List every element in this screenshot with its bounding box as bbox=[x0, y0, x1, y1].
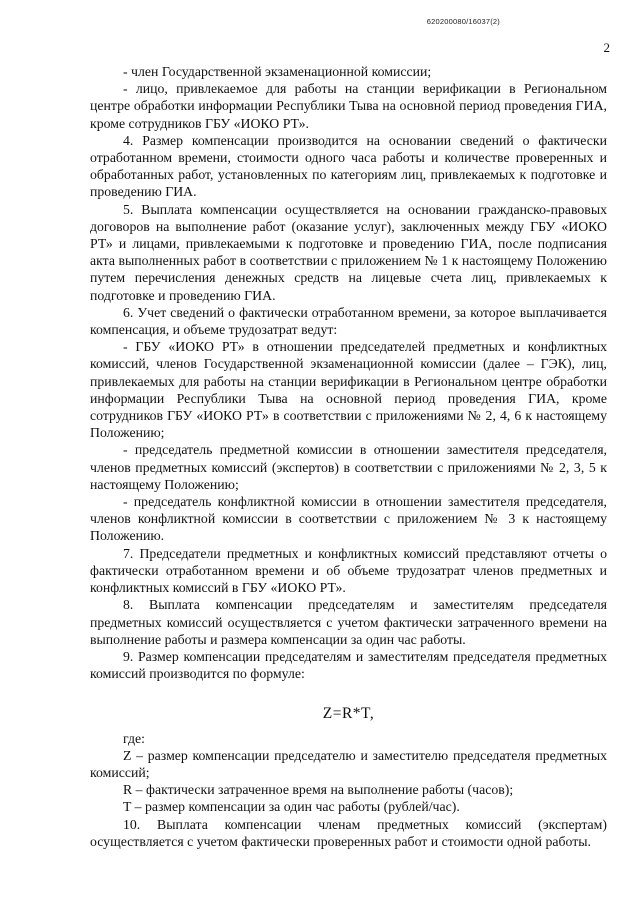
paragraph: - председатель предметной комиссии в отношении заместителя председателя, членов предметных комиссий (экспертов) в соответствии с приложениями № 2, 3, 5 к настоящему Положению; bbox=[90, 442, 607, 492]
formula: Z=R*T, bbox=[322, 705, 375, 723]
document-body bbox=[90, 63, 607, 850]
paragraph: 9. Размер компенсации председателям и заместителям председателя предметных комиссий производится по формуле: bbox=[90, 648, 607, 682]
paragraph: 8. Выплата компенсации председателям и заместителям председателя предметных комиссий осуществляется с учетом фактически затраченного времени на выполнение работы и размера компенсации за один час работы. bbox=[90, 597, 607, 647]
paragraph: Z – размер компенсации председателю и заместителю председателя предметных комиссий; bbox=[90, 747, 607, 780]
paragraph: - ГБУ «ИОКО РТ» в отношении председателей предметных и конфликтных комиссий, членов Государственной экзаменационной комиссии (далее – ГЭК), лиц, привлекаемых для работы на станции верификации в Региональном центре обработки информации Республики Тыва на основной период проведения ГИА, кроме сотрудников ГБУ «ИОКО РТ» в соответствии с приложениями № 2, 4, 6 к настоящему Положению; bbox=[90, 339, 607, 441]
paragraph: 10. Выплата компенсации членам предметных комиссий (экспертам) осуществляется с учетом фактически проверенных работ и стоимости одной работы. bbox=[90, 816, 607, 849]
paragraph: 7. Председатели предметных и конфликтных комиссий представляют отчеты о фактически отработанном времени и об объеме трудозатрат членов предметных и конфликтных комиссий в ГБУ «ИОКО РТ». bbox=[90, 545, 607, 596]
paragraph: - лицо, привлекаемое для работы на станции верификации в Региональном центре обработки информации Республики Тыва на основной период проведения ГИА, кроме сотрудников ГБУ «ИОКО РТ». bbox=[90, 81, 607, 131]
paragraph: 6. Учет сведений о фактически отработанном времени, за которое выплачивается компенсация, и объеме трудозатрат ведут: bbox=[90, 304, 607, 338]
formula-where: где: bbox=[123, 730, 145, 746]
paragraph: R – фактически затраченное время на выполнение работы (часов); bbox=[123, 782, 514, 798]
paragraph: - председатель конфликтной комиссии в отношении заместителя председателя, членов конфликтной комиссии в соответствии с приложением № 3 к настоящему Положению. bbox=[90, 494, 607, 544]
document-number: 620200080/16037(2) bbox=[426, 17, 500, 26]
paragraph: 5. Выплата компенсации осуществляется на основании гражданско-правовых договоров на выполнение работ (оказание услуг), заключенных между ГБУ «ИОКО РТ» и лицами, привлекаемыми к подготовке и проведению ГИА, после подписания акта выполненных работ в соответствии с приложением № 1 к настоящему Положению путем перечисления денежных средств на лицевые счета лиц, привлекаемых к подготовке и проведению ГИА. bbox=[90, 201, 607, 303]
paragraph: T – размер компенсации за один час работы (рублей/час). bbox=[123, 799, 460, 815]
page-number: 2 bbox=[603, 40, 610, 55]
paragraph: - член Государственной экзаменационной комиссии; bbox=[123, 64, 432, 79]
paragraph: 4. Размер компенсации производится на основании сведений о фактически отработанном времени, стоимости одного часа работы и количестве проверенных и обработанных работ, установленных по категориям лиц, привлекаемых к подготовке и проведению ГИА. bbox=[90, 132, 607, 200]
